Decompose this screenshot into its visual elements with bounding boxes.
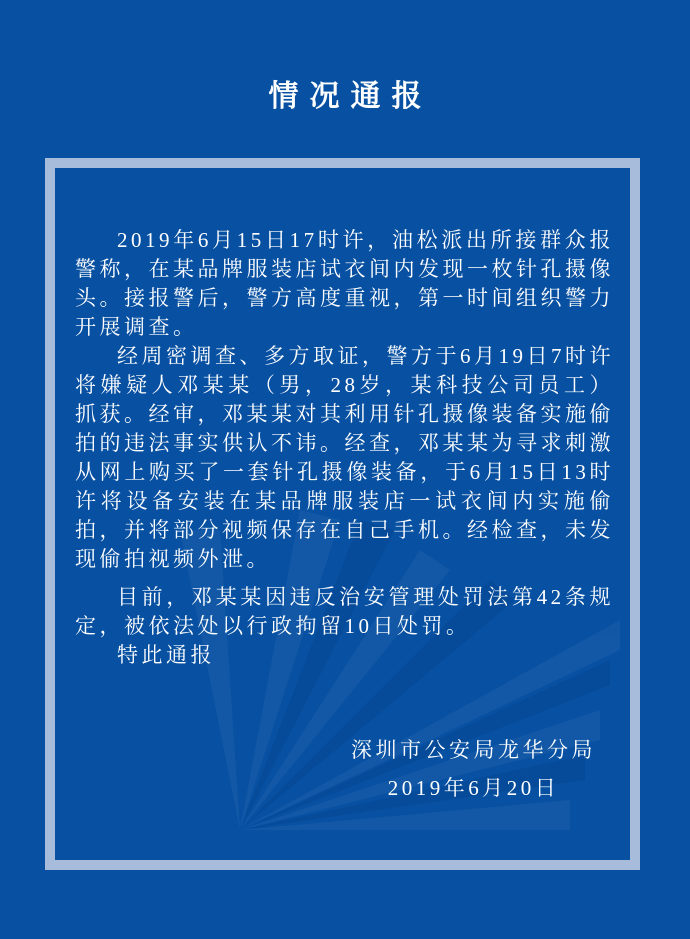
signature-block (351, 736, 596, 803)
page-title: 情况通报 (268, 80, 433, 113)
notice-body (75, 226, 614, 670)
notice-paragraph-punishment: 目前，邓某某因违反治安管理处罚法第42条规定，被依法处以行政拘留10日处罚。 (75, 585, 614, 638)
notice-paragraph-investigation: 经周密调查、多方取证，警方于6月19日7时许将嫌疑人邓某某（男，28岁，某科技公司员工）抓获。经审，邓某某对其利用针孔摄像装备实施偷拍的违法事实供认不讳。经查，邓某某为寻求刺激从网上购买了一套针孔摄像装备，于6月15日13时许将设备安装在某品牌服装店一试衣间内实施偷拍，并将部分视频保存在自己手机。经检查，未发现偷拍视频外泄。 (75, 344, 614, 571)
signature-organization: 深圳市公安局龙华分局 (351, 738, 596, 762)
notice-paragraph-closing: 特此通报 (117, 643, 215, 667)
signature-date: 2019年6月20日 (387, 776, 560, 800)
notice-paragraph-report: 2019年6月15日17时许，油松派出所接群众报警称，在某品牌服装店试衣间内发现一枚针孔摄像头。接报警后，警方高度重视，第一时间组织警力开展调查。 (75, 228, 614, 339)
notice-frame (45, 158, 640, 870)
